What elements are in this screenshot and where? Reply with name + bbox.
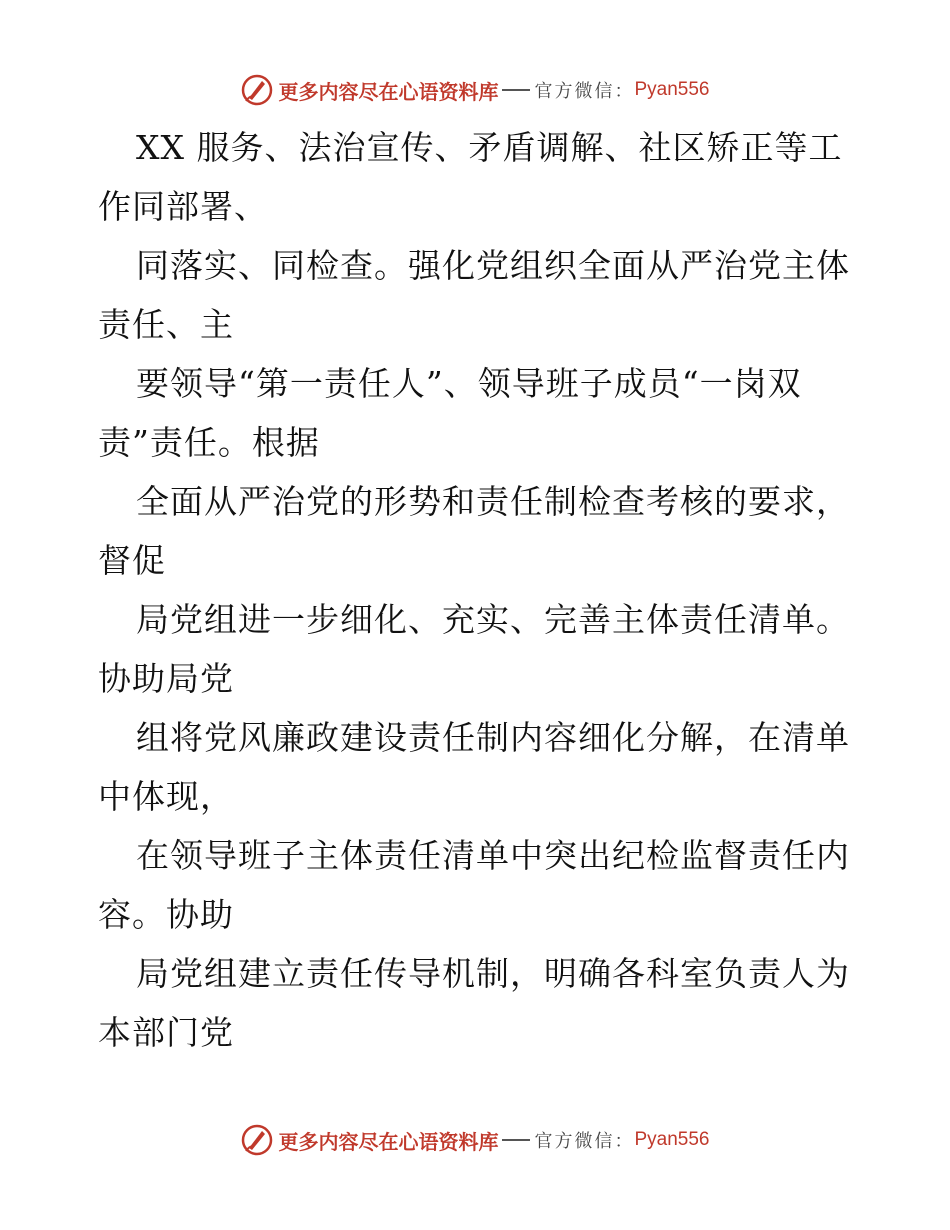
text-line: 同落实、同检查。强化党组织全面从严治党主体 [136,246,850,285]
quill-logo-icon [240,73,274,107]
banner-sub-text: 官方微信： [534,81,635,102]
banner-main-text: 更多内容尽在心语资料库 [278,79,499,104]
text-line: 协助局党 [98,659,234,698]
text-line: 在领导班子主体责任清单中突出纪检监督责任内 [136,836,850,875]
text-line: 中体现， [98,777,234,816]
text-line: 责任、主 [98,305,234,344]
banner-wechat-id: Pyan556 [634,1129,710,1150]
banner-dash [502,89,530,91]
text-line: 全面从严治党的形势和责任制检查考核的要求， [136,482,850,521]
text-line: 责”责任。根据 [98,423,320,462]
text-line: 本部门党 [98,1013,234,1052]
banner-main-text: 更多内容尽在心语资料库 [278,1129,499,1154]
text-line: XX 服务、法治宣传、矛盾调解、社区矫正等工 [136,128,843,167]
text-line: 容。协助 [98,895,234,934]
body-text [98,118,858,1062]
text-line: 局党组进一步细化、充实、完善主体责任清单。 [136,600,850,639]
quill-logo-icon [240,1123,274,1157]
text-line: 作同部署、 [98,187,268,226]
banner-wechat-id: Pyan556 [634,79,710,100]
text-line: 组将党风廉政建设责任制内容细化分解，在清单 [136,718,850,757]
banner-sub-text: 官方微信： [534,1131,635,1152]
text-line: 局党组建立责任传导机制，明确各科室负责人为 [136,954,850,993]
footer-banner [0,1120,950,1160]
text-line: 要领导“第一责任人”、领导班子成员“一岗双 [136,364,802,403]
header-banner [0,70,950,110]
text-line: 督促 [98,541,166,580]
banner-dash [502,1139,530,1141]
